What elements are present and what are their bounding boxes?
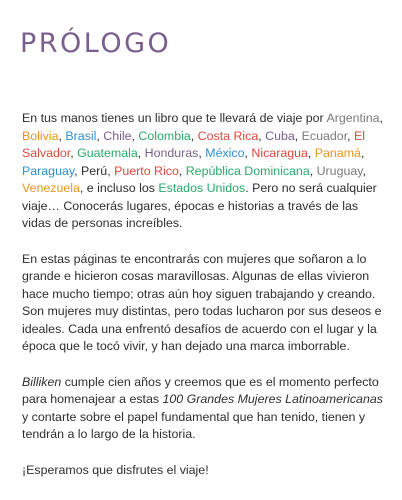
- country-separator: ,: [309, 163, 317, 178]
- country-name: Brasil: [65, 128, 97, 143]
- country-separator: , e incluso los: [79, 181, 159, 195]
- country-separator: ,: [198, 146, 206, 160]
- paragraph-intro: En tus manos tienes un libro que te llevará de viaje por: [22, 111, 327, 125]
- paragraph-billiken-part1: cumple cien años y creemos que es el momento perfecto para homenajear a estas: [22, 374, 379, 406]
- country-name: Ecuador: [301, 128, 348, 143]
- country-separator: ,: [74, 163, 82, 178]
- country-name: Venezuela: [22, 181, 80, 195]
- country-name: Uruguay: [316, 163, 363, 178]
- country-separator: ,: [137, 146, 145, 160]
- country-separator: ,: [131, 128, 139, 143]
- country-separator: ,: [178, 163, 186, 178]
- paragraph-billiken-part2: y contarte sobre el papel fundamental que han tenido, tienen y tendrán a lo largo de la historia.: [22, 409, 366, 441]
- country-separator: ,: [70, 146, 78, 160]
- country-separator: ,: [107, 163, 115, 178]
- brand-name: Billiken: [22, 374, 62, 389]
- country-separator: ,: [258, 128, 266, 143]
- country-name: Nicaragua: [251, 146, 308, 160]
- country-name: Estados Unidos: [158, 181, 246, 195]
- country-separator: ,: [360, 146, 365, 160]
- page-title: PRÓLOGO: [20, 28, 172, 59]
- country-separator: ,: [379, 111, 383, 125]
- country-name: Argentina: [326, 111, 380, 125]
- country-name: Colombia: [138, 128, 191, 143]
- country-name: Perú: [81, 163, 108, 178]
- country-name: Honduras: [144, 146, 199, 160]
- country-name: Guatemala: [77, 146, 138, 160]
- paragraph-outro: Pero no será cualquier viaje… Conocerás lugares, épocas e historias a través de las vidas de personas increíbles.: [22, 181, 377, 230]
- country-separator: ,: [307, 146, 315, 160]
- country-name: Puerto Rico: [114, 163, 179, 178]
- country-name: Cuba: [265, 128, 295, 143]
- country-name: El Salvador: [22, 128, 366, 160]
- country-separator: ,: [58, 128, 66, 143]
- country-separator: ,: [190, 128, 198, 143]
- paragraph-billiken: [22, 374, 390, 444]
- country-separator: ,: [362, 163, 366, 178]
- country-separator: ,: [244, 146, 252, 160]
- country-name: Panamá: [314, 146, 361, 160]
- country-separator: ,: [347, 128, 355, 143]
- country-name: México: [205, 146, 245, 160]
- country-name: Paraguay: [22, 163, 75, 178]
- country-separator: .: [245, 181, 253, 195]
- country-name: Chile: [103, 128, 132, 143]
- country-name: Bolivia: [22, 128, 59, 143]
- book-title: 100 Grandes Mujeres Latinoamericanas: [162, 392, 383, 406]
- country-name: Costa Rica: [197, 128, 259, 143]
- country-separator: ,: [294, 128, 302, 143]
- closing-line: ¡Esperamos que disfrutes el viaje!: [22, 462, 209, 477]
- paragraph-countries: [22, 110, 390, 233]
- country-name: República Dominicana: [185, 163, 310, 178]
- country-separator: ,: [96, 128, 104, 143]
- prologue-body: [22, 110, 390, 479]
- paragraph-women: En estas páginas te encontrarás con mujeres que soñaron a lo grande e hicieron cosas maravillosas. Algunas de ellas vivieron hace mucho tiempo; otras aún hoy siguen trabajando y creando. Son mujeres muy distintas, pero todas lucharon por sus deseos e ideales. Cada una enfrentó desafíos de acuerdo con el lugar y la época que le tocó vivir, y han dejado una marca imborrable.: [22, 251, 382, 353]
